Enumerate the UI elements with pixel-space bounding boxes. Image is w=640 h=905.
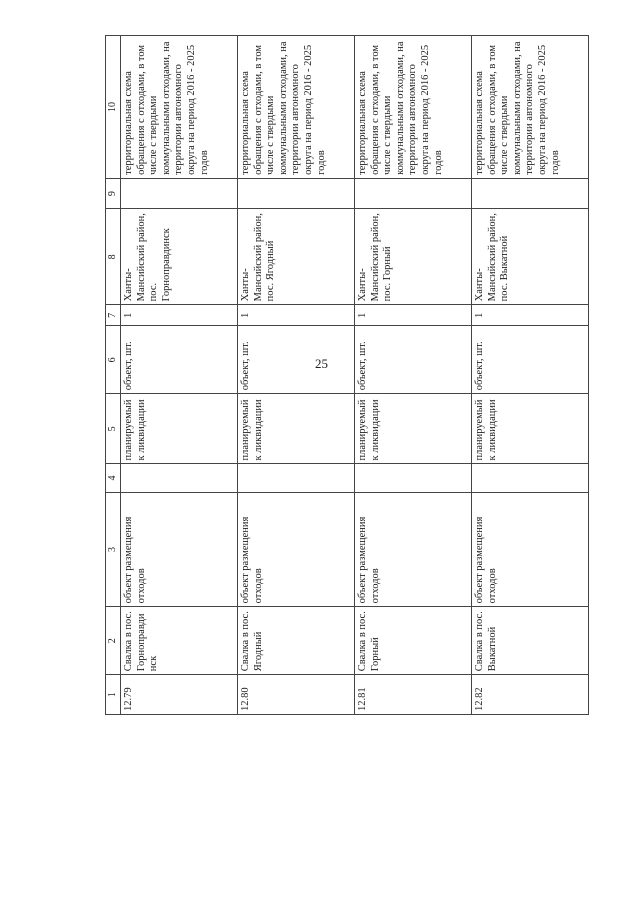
col4-cell [355, 464, 472, 492]
measure-unit: объект, шт. [121, 326, 238, 394]
column-number: 7 [106, 305, 121, 326]
object-type: объект размещения отходов [472, 492, 589, 607]
object-type: объект размещения отходов [355, 492, 472, 607]
column-number: 8 [106, 209, 121, 305]
rotated-table-container [105, 35, 597, 715]
col4-cell [121, 464, 238, 492]
source-document: территориальная схема обращения с отходами, в том числе с твердыми коммунальными отходами, на территории автономного округа на период 2016 - 2025 годов [355, 36, 472, 179]
column-number: 10 [106, 36, 121, 179]
object-name: Свалка в пос. Горноправдинск [121, 607, 238, 675]
col4-cell [238, 464, 355, 492]
measure-unit: объект, шт. [238, 326, 355, 394]
quantity: 1 [121, 305, 238, 326]
objects-table [105, 35, 589, 715]
measure-unit: объект, шт. [472, 326, 589, 394]
object-type: объект размещения отходов [238, 492, 355, 607]
column-number: 3 [106, 492, 121, 607]
location: Ханты-Мансийский район, пос. Горноправдинск [121, 209, 238, 305]
col9-cell [121, 178, 238, 208]
source-document: территориальная схема обращения с отходами, в том числе с твердыми коммунальными отходами, на территории автономного округа на период 2016 - 2025 годов [472, 36, 589, 179]
column-number-row [106, 36, 121, 715]
measure-unit: объект, шт. [355, 326, 472, 394]
source-document: территориальная схема обращения с отходами, в том числе с твердыми коммунальными отходами, на территории автономного округа на период 2016 - 2025 годов [121, 36, 238, 179]
row-number: 12.82 [472, 675, 589, 715]
object-status: планируемый к ликвидации [355, 394, 472, 464]
object-name: Свалка в пос. Выкатной [472, 607, 589, 675]
object-name: Свалка в пос. Ягодный [238, 607, 355, 675]
location: Ханты-Мансийский район, пос. Выкатной [472, 209, 589, 305]
object-type: объект размещения отходов [121, 492, 238, 607]
column-number: 1 [106, 675, 121, 715]
row-number: 12.81 [355, 675, 472, 715]
row-number: 12.80 [238, 675, 355, 715]
object-name: Свалка в пос. Горный [355, 607, 472, 675]
col9-cell [355, 178, 472, 208]
table-row [472, 36, 589, 715]
column-number: 5 [106, 394, 121, 464]
quantity: 1 [238, 305, 355, 326]
column-number: 2 [106, 607, 121, 675]
object-status: планируемый к ликвидации [472, 394, 589, 464]
col9-cell [472, 178, 589, 208]
location: Ханты-Мансийский район, пос. Горный [355, 209, 472, 305]
source-document: территориальная схема обращения с отходами, в том числе с твердыми коммунальными отходами, на территории автономного округа на период 2016 - 2025 годов [238, 36, 355, 179]
column-number: 4 [106, 464, 121, 492]
table-row [355, 36, 472, 715]
quantity: 1 [355, 305, 472, 326]
object-status: планируемый к ликвидации [121, 394, 238, 464]
column-number: 6 [106, 326, 121, 394]
col9-cell [238, 178, 355, 208]
quantity: 1 [472, 305, 589, 326]
table-row [121, 36, 238, 715]
table-row [238, 36, 355, 715]
page-number: 25 [315, 356, 328, 371]
location: Ханты-Мансийский район, пос. Ягодный [238, 209, 355, 305]
row-number: 12.79 [121, 675, 238, 715]
column-number: 9 [106, 178, 121, 208]
object-status: планируемый к ликвидации [238, 394, 355, 464]
col4-cell [472, 464, 589, 492]
